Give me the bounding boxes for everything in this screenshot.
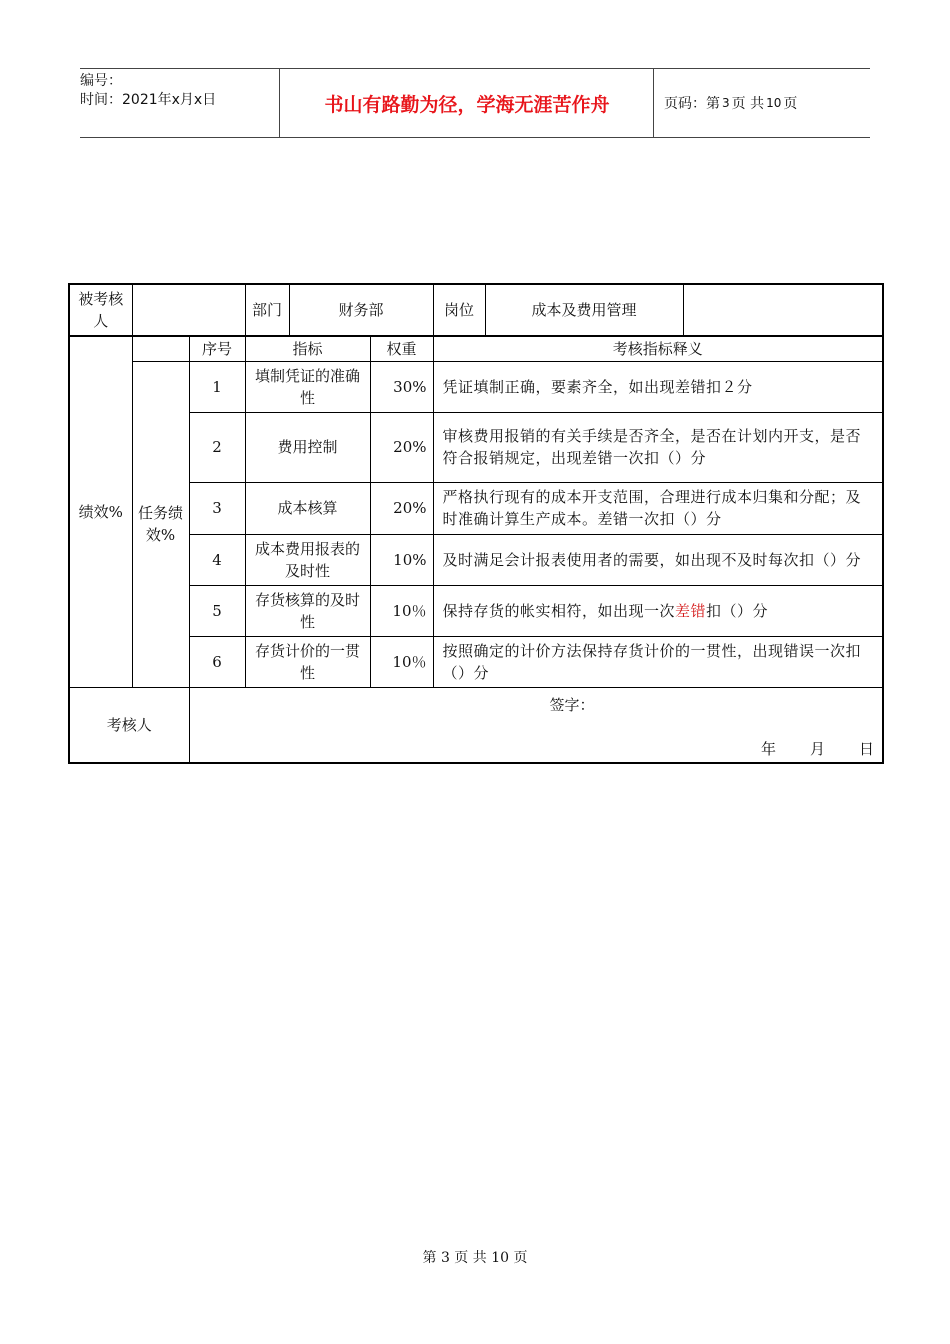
- row-seq: 1: [189, 361, 245, 412]
- col-indicator: 指标: [245, 336, 370, 361]
- extra-cell[interactable]: [683, 284, 883, 336]
- explain-text-highlight: 差错: [675, 601, 707, 620]
- sign-label: 签字：: [549, 695, 595, 714]
- row-indicator: 费用控制: [245, 412, 370, 482]
- row-seq: 6: [189, 636, 245, 687]
- row-indicator: 填制凭证的准确性: [245, 361, 370, 412]
- post-label: 岗位: [433, 284, 485, 336]
- examinee-value[interactable]: [132, 284, 245, 336]
- page-current: 3: [722, 96, 730, 110]
- row-indicator: 存货核算的及时性: [245, 585, 370, 636]
- dept-value[interactable]: 财务部: [289, 284, 433, 336]
- row-seq: 5: [189, 585, 245, 636]
- date-year: 年: [760, 740, 776, 758]
- row-weight: 10%: [370, 534, 433, 585]
- row-seq: 3: [189, 482, 245, 534]
- col-weight: 权重: [370, 336, 433, 361]
- page-prefix: 页码：第: [664, 96, 720, 112]
- row-explain: 审核费用报销的有关手续是否齐全，是否在计划内开支，是否符合报销规定，出现差错一次扣（）分: [433, 412, 883, 482]
- row-explain: [433, 585, 883, 636]
- motto: 书山有路勤为径，学海无涯苦作舟: [281, 69, 654, 137]
- task-label: 任务绩效%: [132, 361, 189, 687]
- date-day: 日: [859, 740, 875, 758]
- row-weight: 10％: [370, 636, 433, 687]
- dept-label: 部门: [245, 284, 289, 336]
- col-explain: 考核指标释义: [433, 336, 883, 361]
- row-seq: 4: [189, 534, 245, 585]
- page-footer: 第 3 页 共 10 页: [422, 1250, 528, 1266]
- perf-label: 绩效%: [69, 336, 132, 687]
- page-header: [80, 68, 870, 138]
- assessment-table: [68, 283, 884, 764]
- row-indicator: 成本费用报表的及时性: [245, 534, 370, 585]
- post-value[interactable]: 成本及费用管理: [485, 284, 683, 336]
- signature-area[interactable]: [189, 687, 883, 763]
- explain-text-post: 扣（）分: [706, 601, 769, 620]
- row-seq: 2: [189, 412, 245, 482]
- row-explain: 及时满足会计报表使用者的需要，如出现不及时每次扣（）分: [433, 534, 883, 585]
- row-weight: 20%: [370, 412, 433, 482]
- row-weight: 30%: [370, 361, 433, 412]
- col-seq: 序号: [189, 336, 245, 361]
- row-weight: 20%: [370, 482, 433, 534]
- examinee-label: 被考核人: [69, 284, 132, 336]
- sign-date: [727, 738, 874, 760]
- row-weight: 10％: [370, 585, 433, 636]
- row-indicator: 存货计价的一贯性: [245, 636, 370, 687]
- blank-header-cell: [132, 336, 189, 361]
- page-total: 10: [766, 96, 782, 110]
- header-meta: [80, 69, 280, 137]
- serial-label: 编号：: [80, 73, 122, 89]
- explain-text-pre: 保持存货的帐实相符，如出现一次: [442, 601, 676, 620]
- date-month: 月: [809, 740, 825, 758]
- assessor-label: 考核人: [69, 687, 189, 763]
- row-explain: 按照确定的计价方法保持存货计价的一贯性，出现错误一次扣（）分: [433, 636, 883, 687]
- row-explain: 凭证填制正确，要素齐全，如出现差错扣２分: [433, 361, 883, 412]
- time-label: 时间：2021年x月x日: [80, 92, 217, 108]
- row-explain: 严格执行现有的成本开支范围，合理进行成本归集和分配；及时准确计算生产成本。差错一次扣（）分: [433, 482, 883, 534]
- row-indicator: 成本核算: [245, 482, 370, 534]
- page-indicator: [664, 69, 870, 137]
- page-suffix: 页: [783, 96, 798, 112]
- page-mid: 页 共: [731, 96, 765, 112]
